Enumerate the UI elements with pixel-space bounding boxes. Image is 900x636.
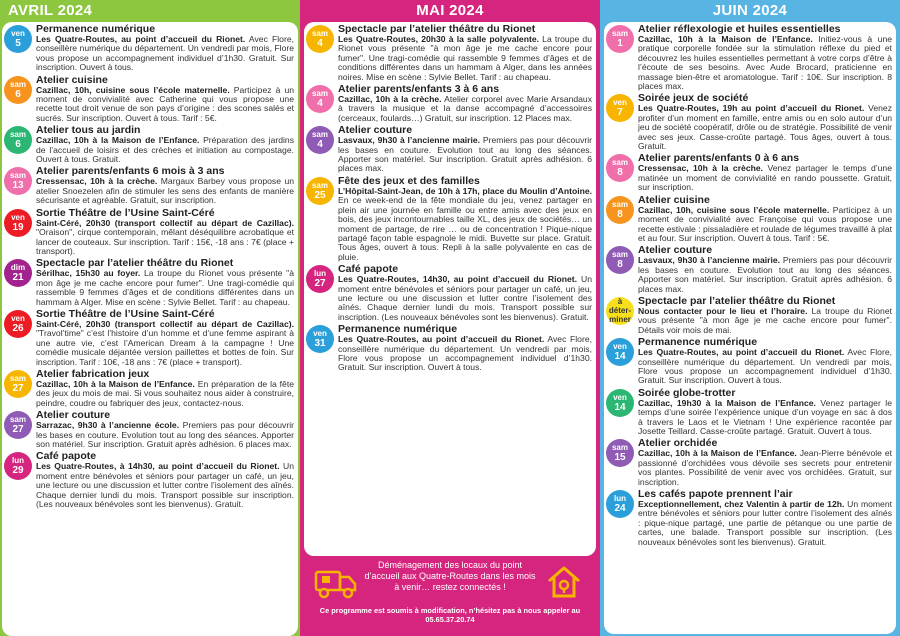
- event-place: Les Quatre-Routes, 14h30, au point d’accueil du Rionet.: [338, 274, 578, 285]
- event-description: [36, 380, 294, 408]
- event-title: Atelier cuisine: [638, 193, 710, 206]
- event-description: [638, 500, 892, 547]
- event-place: Saint-Céré, 20h30 (transport collectif au départ de Cazillac).: [36, 217, 294, 228]
- event-title: Café papote: [36, 450, 97, 463]
- event-place: Cazillac, 10h à la Maison de l’Enfance.: [638, 448, 797, 459]
- event-title: Spectacle par l’atelier théâtre du Rionet: [338, 23, 536, 35]
- event-text: Avec Flore, conseillère numérique du département. Un vendredi par mois, Flore vous propose un accompagnement individuel d’1h30. Gratuit. Sur inscription. Ouvert à tous.: [338, 334, 592, 373]
- month-title: MAI 2024: [416, 2, 484, 19]
- event-description: [36, 320, 294, 367]
- june-events: [604, 22, 896, 634]
- badge-date: 27: [12, 424, 24, 436]
- june-column: [600, 0, 900, 636]
- badge-day: sam: [9, 79, 26, 89]
- date-badge: [306, 265, 334, 293]
- event-title: Permanence numérique: [638, 336, 758, 349]
- date-badge: [606, 389, 634, 417]
- event-title: Soirée jeux de société: [638, 92, 749, 105]
- badge-day: sam: [611, 443, 628, 453]
- date-badge: [306, 325, 334, 353]
- event-title: Atelier couture: [36, 409, 111, 422]
- badge-day: ven: [613, 392, 627, 402]
- event-title: Fête des jeux et des familles: [338, 174, 480, 187]
- date-badge: [4, 370, 32, 398]
- event-description: [36, 35, 294, 73]
- event-item: [304, 124, 596, 174]
- event-description: [36, 269, 294, 307]
- event-place: Nous contacter pour le lieu et l’horaire.: [638, 305, 808, 316]
- event-text: La troupe du Rionet vous présente "à mon âge je me cache encore pour fumer". Détails voir mois de mai.: [638, 305, 893, 335]
- event-text: Un moment entre bénévoles et séniors pour partager un café, un jeu, une lecture ou une discussion et lutter contre l’isolement des aînés. Chaque dernier lundi du mois. Transport possible sur inscription. (Les nouveaux bénévoles sont les bienvenus). Gratuit.: [338, 274, 593, 322]
- event-text: En préparation de la fête des jeux du mois de mai. Si vous souhaitez nous aider à construire, peindre, coudre ou fabriquer des jeux, contactez-nous.: [36, 378, 295, 408]
- event-description: [36, 177, 294, 205]
- badge-day: sam: [611, 199, 628, 209]
- badge-date: 24: [614, 503, 626, 515]
- event-description: [338, 275, 592, 322]
- event-text: "Travol’time" c’est l’histoire d’un homme et d’une femme aspirant à une autre vie, c’est l’American Dream à la campagne ! Une comédie musicale déjantée version paillettes et bottes de foin. Sur inscription. Tarif : 10€, -18 ans : 7€ (place + transport).: [36, 328, 294, 367]
- date-badge: [4, 452, 32, 480]
- date-badge: [606, 25, 634, 53]
- date-badge: [4, 126, 32, 154]
- event-description: [638, 206, 892, 244]
- event-place: Cazillac, 10h, cuisine sous l’école maternelle.: [36, 84, 230, 95]
- house-icon: [544, 562, 584, 602]
- badge-date: miner: [609, 315, 631, 325]
- badge-date: 31: [314, 338, 326, 350]
- event-description: [638, 164, 892, 192]
- event-text: Jean-Pierre bénévole et passionné d’orchidées vous dévoile ses secrets pour entretenir vos plantes. Possibilité de venir avec vos orchidées. Gratuit, sur inscription.: [638, 448, 892, 487]
- event-place: Les Quatre-Routes, au point d’accueil du Rionet.: [638, 347, 845, 358]
- badge-day: ven: [11, 313, 25, 323]
- event-place: Cazillac, 10h, cuisine sous l’école maternelle.: [638, 204, 830, 215]
- move-announcement: Déménagement des locaux du point d’accueil aux Quatre-Routes dans les mois à venir… restez connectés !: [364, 560, 536, 592]
- date-badge: [306, 25, 334, 53]
- event-item: [2, 207, 298, 257]
- event-place: Sarrazac, 9h30 à l’ancienne école.: [36, 420, 180, 431]
- badge-date: 6: [15, 88, 21, 100]
- event-place: L’Hôpital-Saint-Jean, de 10h à 17h, place du Moulin d’Antoine.: [338, 185, 592, 196]
- badge-date: 19: [12, 221, 24, 233]
- badge-date: 1: [617, 38, 623, 49]
- badge-date: 27: [12, 382, 24, 394]
- event-item: [304, 175, 596, 262]
- event-text: Un moment entre bénévoles et séniors pour partager un café, un jeu, une lecture ou une discussion et lutter contre l’isolement des aînés. Chaque dernier lundi du mois. Transport possible sur inscription. (Les nouveaux bénévoles sont les bienvenus). Gratuit.: [36, 461, 294, 510]
- badge-day: dim: [10, 263, 26, 273]
- badge-day: lun: [614, 494, 626, 504]
- event-title: Sortie Théâtre de l’Usine Saint-Céré: [36, 307, 215, 320]
- event-title: Spectacle par l’atelier théâtre du Rionet: [36, 257, 234, 270]
- badge-day: sam: [311, 29, 328, 38]
- event-text: Premiers pas pour découvrir les bases en couture. Evolution tout au long des séances. Apporter son matériel. Sur inscription. Gratuit après adhésion. 6 places max.: [36, 420, 294, 449]
- event-item: [604, 152, 896, 192]
- badge-day: sam: [611, 158, 628, 168]
- footer: [300, 556, 600, 636]
- date-badge: [606, 154, 634, 182]
- badge-date: 27: [314, 278, 326, 290]
- badge-date: 6: [15, 139, 21, 151]
- event-text: Premiers pas pour découvrir les bases en couture. Evolution tout au long des séances. Apporter son matériel. Sur inscription. Gratuit après adhésion. 6 places max.: [338, 135, 592, 174]
- event-item: [604, 336, 896, 386]
- badge-day: sam: [9, 171, 26, 181]
- event-description: [638, 307, 892, 335]
- event-place: Cressensac, 10h à la crèche.: [638, 163, 764, 174]
- event-place: Cazillac, 10h à la Maison de l’Enfance.: [36, 135, 200, 146]
- badge-date: 29: [12, 465, 24, 477]
- event-item: [604, 92, 896, 151]
- event-text: Préparation des jardins de l’accueil de loisirs et des crèches et initiation au compostage. Ouvert à tous. Gratuit.: [36, 135, 294, 165]
- badge-day: sam: [311, 180, 328, 190]
- event-text: Avec Flore, conseillère numérique du département. Un vendredi par mois, Flore vous propose un accompagnement individuel d’1h30. Gratuit. Sur inscription. Ouvert à tous.: [638, 347, 892, 386]
- event-text: La troupe du Rionet vous présente "à mon âge je me cache encore pour fumer". Une tragi-comédie qui rassemble 9 femmes d’âges et de conditions différentes dans un hammam à Alger. Mise en scène : Sylvie Bellet. Tarif : au chapeau.: [36, 268, 294, 307]
- event-text: Participez à un moment de convivialité avec Catherine qui vous propose une recette tout droit venue de son pays d’origine : des scones salés et sucrés. Sur inscription. Ouvert à tous. Tarif : 5€.: [36, 84, 294, 123]
- event-text: La troupe du Rionet vous présente "à mon âge je me cache encore pour fumer". Une tragi-comédie qui rassemble 9 femmes d’âges et de conditions différentes dans un hammam à Alger, dans les années noires. Mise en scène : Sylvie Bellet. Tarif : au chapeau.: [338, 34, 592, 82]
- badge-day: sam: [9, 373, 26, 383]
- badge-date: 26: [12, 322, 24, 334]
- event-item: [2, 23, 298, 73]
- date-badge: [606, 246, 634, 274]
- event-title: Atelier parents/enfants 0 à 6 ans: [638, 152, 800, 165]
- badge-day: lun: [314, 269, 326, 279]
- badge-date: 13: [12, 180, 24, 192]
- event-description: [338, 187, 592, 262]
- badge-date: 5: [15, 38, 21, 49]
- event-title: Les cafés papote prennent l’air: [638, 488, 793, 501]
- event-description: [338, 335, 592, 373]
- event-description: [638, 449, 892, 487]
- event-text: En ce week-end de la fête mondiale du jeu, venez partager en plein air une journée en famille ou entre amis avec des jeux en bois, des jeux incontournables taille XL, des jeux de sociétés… un moment de partage, de rire … ou de concentration ! Pique-nique partagé façon table espagnole le midi. Buvette sur place. Gratuit. Tous âges, ouvert à tous. Repli à la salle polyvalente en cas de pluie.: [338, 195, 592, 262]
- badge-day: sam: [311, 130, 328, 140]
- event-text: Premiers pas pour découvrir les bases en couture. Evolution tout au long des séances. Apporter son matériel. Sur inscription. Gratuit après adhésion. 6 places max.: [638, 255, 892, 294]
- event-place: Les Quatre-Routes, 20h30 à la salle polyvalente.: [338, 34, 539, 44]
- event-title: Sortie Théâtre de l’Usine Saint-Céré: [36, 206, 215, 219]
- program-note: Ce programme est soumis à modification, n’hésitez pas à nous appeler au 05.65.37.20.74: [319, 606, 581, 624]
- event-title: Atelier cuisine: [36, 73, 108, 86]
- date-badge: [4, 167, 32, 195]
- event-item: [2, 257, 298, 307]
- date-badge: [306, 177, 334, 205]
- event-item: [604, 488, 896, 547]
- event-description: [36, 86, 294, 124]
- badge-day: sam: [611, 250, 628, 260]
- event-text: Margaux Barbey vous propose un atelier Snoezelen afin de stimuler les sens des enfants de manière sécurisante et agréable. Gratuit, sur inscription.: [36, 176, 294, 206]
- event-title: Café papote: [338, 263, 399, 276]
- may-column: [300, 0, 600, 636]
- event-title: Permanence numérique: [338, 323, 458, 336]
- event-title: Atelier parents/enfants 6 mois à 3 ans: [36, 165, 225, 178]
- badge-date: 21: [12, 272, 24, 284]
- event-title: Atelier couture: [338, 124, 413, 137]
- badge-day: à déter-: [608, 297, 632, 316]
- event-place: Cressensac, 10h à la crèche.: [36, 176, 158, 187]
- badge-date: 4: [317, 98, 323, 110]
- event-item: [2, 165, 298, 205]
- april-column: [0, 0, 300, 636]
- event-text: Un moment entre bénévoles et séniors pour lutter contre l’isolement des aînés : pique-nique partagé, une partie de pétanque ou une partie de cartes, une balade. Transport possible sur inscription. (Les nouveaux bénévoles sont les bienvenus). Gratuit.: [638, 499, 892, 547]
- truck-icon: [314, 564, 358, 600]
- badge-day: ven: [11, 29, 25, 38]
- event-place: Exceptionnellement, chez Valentin à partir de 12h.: [638, 499, 845, 510]
- event-text: Venez partager le temps d’une soirée l’expérience unique d’un voyage en sac à dos à travers le Laos et le Vietnam ! Une expérience racontée par Josette Teillard. Casse-croûte partagé. Gratuit. Ouvert à tous.: [638, 397, 892, 436]
- event-place: Lasvaux, 9h30 à l’ancienne mairie.: [338, 135, 481, 146]
- badge-date: 8: [617, 208, 623, 220]
- event-text: Participez à un moment de convivialité avec Françoise qui vous propose une recette estivale : pissaladière et roulade de légumes travaillé à plat et au four. Sur inscription. Ouvert à tous. Tarif : 5€.: [638, 204, 892, 243]
- event-text: "Oraison", cirque contemporain, mêlant déséquilibre acrobatique et lancer de couteaux. Sur inscription. Tarif : 15€, -18 ans : 7€ (place + transport).: [36, 227, 294, 256]
- badge-day: sam: [611, 29, 628, 38]
- event-item: [604, 244, 896, 294]
- event-place: Cazillac, 10h à la Maison de l’Enfance.: [638, 34, 813, 44]
- date-badge: [4, 25, 32, 53]
- date-badge: [4, 259, 32, 287]
- event-item: [304, 323, 596, 373]
- event-place: Cazillac, 19h30 à la Maison de l’Enfance.: [638, 397, 816, 408]
- event-description: [338, 136, 592, 174]
- may-events: [304, 22, 596, 556]
- date-badge: [306, 85, 334, 113]
- date-badge: [606, 297, 634, 325]
- date-badge: [4, 310, 32, 338]
- date-badge: [606, 196, 634, 224]
- badge-day: sam: [9, 415, 26, 425]
- event-description: [338, 95, 592, 123]
- event-item: [604, 295, 896, 335]
- badge-day: sam: [9, 130, 26, 140]
- event-item: [2, 74, 298, 124]
- event-place: Cazillac, 10h à la Maison de l’Enfance.: [36, 378, 195, 389]
- badge-date: 15: [614, 452, 626, 464]
- month-title: JUIN 2024: [712, 2, 788, 19]
- event-description: [338, 35, 592, 82]
- event-item: [604, 23, 896, 91]
- event-place: Sérilhac, 15h30 au foyer.: [36, 268, 141, 279]
- event-title: Atelier couture: [638, 244, 713, 257]
- event-text: Venez partager le temps d’une matinée un moment de convivialité en rando poussette. Gratuit, sur inscription.: [638, 163, 892, 193]
- event-text: Atelier corporel avec Marie Arsandaux à travers la musique et la danse accompagné d’accessoires (cerceaux, foulards…) Gratuit, sur inscription. 12 Places max.: [338, 94, 592, 123]
- date-badge: [4, 411, 32, 439]
- event-title: Atelier parents/enfants 3 à 6 ans: [338, 83, 500, 96]
- event-item: [2, 409, 298, 449]
- date-badge: [606, 490, 634, 518]
- event-description: [36, 421, 294, 449]
- badge-date: 14: [614, 401, 626, 413]
- april-events: [2, 22, 298, 636]
- badge-day: ven: [613, 342, 627, 352]
- event-item: [2, 124, 298, 164]
- event-description: [36, 219, 294, 257]
- event-item: [604, 437, 896, 487]
- event-item: [604, 387, 896, 437]
- event-place: Les Quatre-Routes, 19h au point d’accueil du Rionet.: [638, 103, 865, 114]
- badge-date: 4: [317, 139, 323, 151]
- event-title: Soirée globe-trotter: [638, 386, 736, 399]
- badge-day: sam: [311, 89, 328, 99]
- event-place: Lasvaux, 9h30 à l’ancienne mairie.: [638, 255, 781, 266]
- event-item: [304, 23, 596, 82]
- event-item: [304, 83, 596, 123]
- event-title: Atelier fabrication jeux: [36, 367, 150, 380]
- event-title: Atelier orchidée: [638, 437, 718, 450]
- event-description: [638, 104, 892, 151]
- event-description: [638, 399, 892, 437]
- event-description: [638, 256, 892, 294]
- badge-date: 8: [617, 167, 623, 179]
- badge-day: lun: [12, 456, 24, 466]
- event-title: Atelier tous au jardin: [36, 124, 141, 137]
- event-place: Cazillac, 10h à la crèche.: [338, 94, 442, 105]
- event-text: Venez profiter d’un moment en famille, entre amis ou en solo autour d’un jeu de société coopératif, drôle ou de stratégie. Possibilité de venir avec ses jeux. Casse-croûte partagé. Tous âges, ouvert à tous. Gratuit.: [638, 103, 892, 152]
- badge-date: 4: [317, 38, 323, 49]
- event-place: Saint-Céré, 20h30 (transport collectif au départ de Cazillac).: [36, 318, 294, 329]
- event-item: [304, 263, 596, 322]
- event-description: [36, 462, 294, 509]
- event-title: Spectacle par l’atelier théâtre du Rionet: [638, 294, 836, 307]
- badge-date: 8: [617, 259, 623, 271]
- event-text: Initiez-vous à une pratique corporelle fondée sur la stimulation réflexe du pied et découvrez les huiles essentielles permettant à votre corps d’être à l’écoute de ses besoins. Avec Aude Brocard, praticienne en massage bien-être et aromatologue. Tarif : 10€. Sur inscription. 8 places max.: [638, 34, 892, 92]
- badge-date: 7: [617, 107, 623, 119]
- date-badge: [4, 76, 32, 104]
- event-item: [604, 194, 896, 244]
- badge-date: 25: [314, 189, 326, 201]
- event-description: [638, 348, 892, 386]
- event-item: [2, 368, 298, 408]
- date-badge: [4, 209, 32, 237]
- month-title: AVRIL 2024: [8, 2, 93, 19]
- event-item: [2, 450, 298, 509]
- event-description: [638, 35, 892, 91]
- event-title: Atelier réflexologie et huiles essentielles: [638, 23, 841, 35]
- event-place: Les Quatre-Routes, au point d’accueil du Rionet.: [36, 34, 246, 44]
- badge-date: 14: [614, 351, 626, 363]
- date-badge: [606, 338, 634, 366]
- event-place: Les Quatre-Routes, au point d’accueil du Rionet.: [338, 334, 545, 345]
- event-title: Permanence numérique: [36, 23, 156, 35]
- event-description: [36, 136, 294, 164]
- date-badge: [306, 126, 334, 154]
- event-place: Les Quatre-Routes, à 14h30, au point d’accueil du Rionet.: [36, 461, 280, 472]
- event-item: [2, 308, 298, 367]
- badge-day: ven: [313, 329, 327, 339]
- badge-day: ven: [613, 98, 627, 108]
- event-text: Avec Flore, conseillère numérique du département. Un vendredi par mois, Flore vous propose un accompagnement individuel d’1h30. Gratuit. Sur inscription. Ouvert à tous.: [36, 34, 294, 73]
- date-badge: [606, 94, 634, 122]
- date-badge: [606, 439, 634, 467]
- badge-day: ven: [11, 212, 25, 222]
